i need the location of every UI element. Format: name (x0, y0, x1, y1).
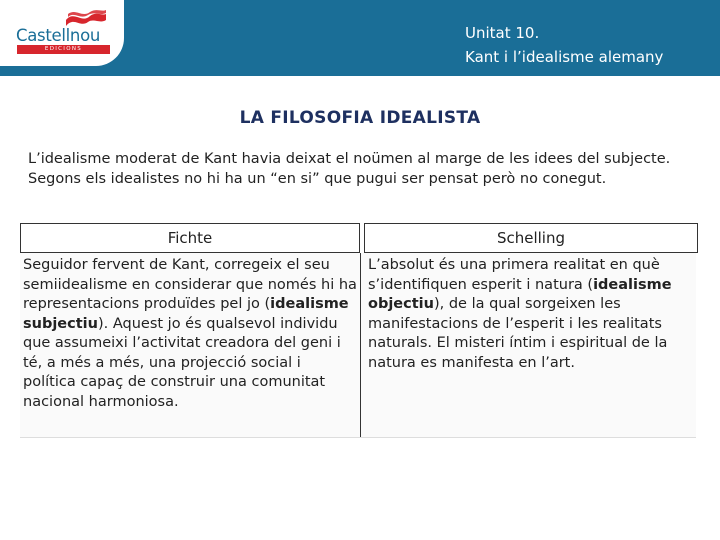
logo-wordmark: Castellnou (16, 26, 101, 45)
publisher-logo (0, 0, 124, 66)
cell-text-before: L’absolut és una primera realitat en què s’identifiquen esperit i natura ( (368, 257, 660, 293)
cell-text-after: ), de la qual sorgeixen les manifestacions de l’esperit i les realitats naturals. El misteri íntim i espiritual de la natura es manifesta en l’art. (368, 296, 668, 371)
header-bar (0, 0, 720, 76)
cell-text-after: ). Aquest jo és qualsevol individu que assumeixi l’activitat creadora del geni i té, a més a més, una projecció social i política capaç de construir una comunitat nacional harmoniosa. (23, 315, 341, 410)
page-title: LA FILOSOFIA IDEALISTA (239, 108, 481, 128)
cell-fichte (20, 253, 360, 438)
cell-bold-term: idealisme subjectiu (23, 296, 349, 332)
cell-text-before: Seguidor fervent de Kant, corregeix el seu semiidealisme en considerar que només hi ha representacions produïdes pel jo ( (23, 257, 357, 312)
column-header-fichte: Fichte (20, 223, 360, 253)
unit-label: Unitat 10. (465, 24, 540, 42)
flag-icon (64, 8, 108, 28)
cell-bold-term: idealisme objectiu (368, 276, 672, 312)
logo-subtitle: EDICIONS (17, 45, 110, 54)
cell-schelling (361, 253, 696, 438)
unit-subtitle: Kant i l’idealisme alemany (465, 48, 664, 66)
intro-paragraph: L’idealisme moderat de Kant havia deixat el noümen al marge de les idees del subjecte. Segons els idealistes no hi ha un “en si” que pugui ser pensat però no conegut. (28, 151, 671, 187)
table-bottom-edge (20, 437, 696, 438)
column-header-schelling: Schelling (364, 223, 698, 253)
